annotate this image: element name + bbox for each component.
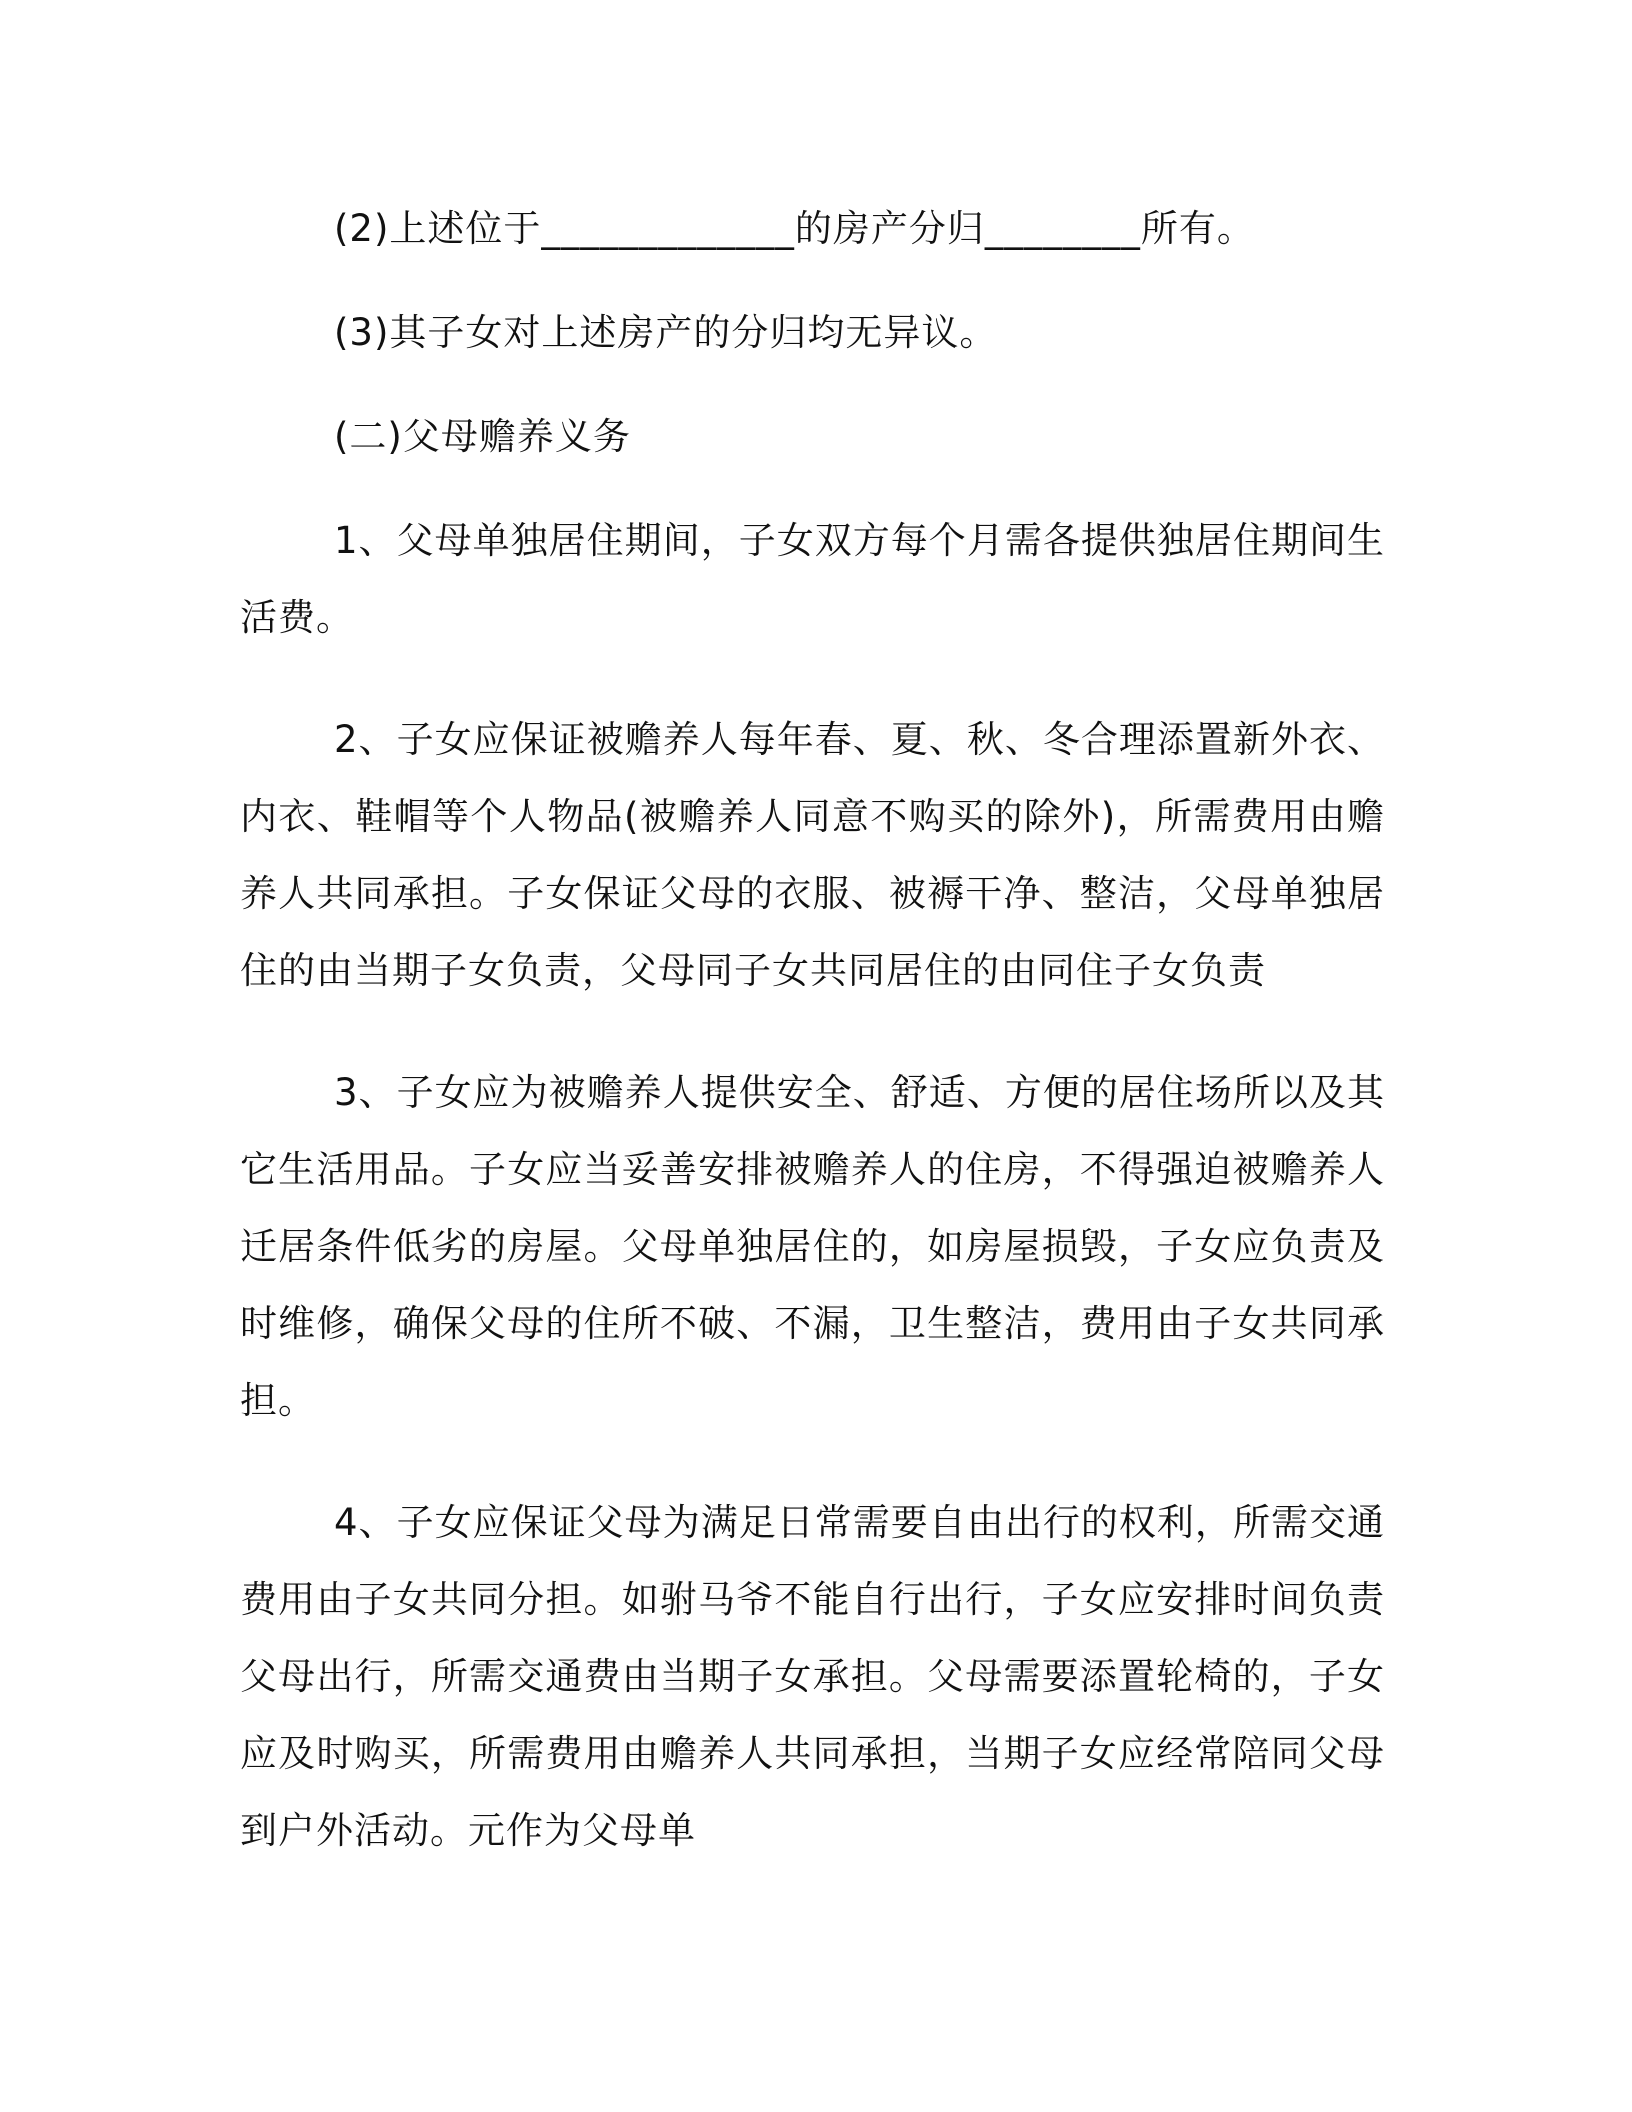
- duty-3-housing: 3、子女应为被赡养人提供安全、舒适、方便的居住场所以及其它生活用品。子女应当妥善安排被赡养人的住房，不得强迫被赡养人迁居条件低劣的房屋。父母单独居住的，如房屋损毁，子女应负责及时维修，确保父母的住所不破、不漏，卫生整洁，费用由子女共同承担。: [240, 1071, 1385, 1422]
- clause-2-property-allocation: (2)上述位于_____________的房产分归________所有。: [334, 207, 1255, 250]
- duty-4-transportation: 4、子女应保证父母为满足日常需要自由出行的权利，所需交通费用由子女共同分担。如驸马爷不能自行出行，子女应安排时间负责父母出行，所需交通费由当期子女承担。父母需要添置轮椅的，子女应及时购买，所需费用由赡养人共同承担，当期子女应经常陪同父母到户外活动。元作为父母单: [240, 1501, 1385, 1852]
- clause-3-no-objection: (3)其子女对上述房产的分归均无异议。: [334, 311, 998, 354]
- document-body: [240, 190, 1385, 1869]
- duty-2-clothing: 2、子女应保证被赡养人每年春、夏、秋、冬合理添置新外衣、内衣、鞋帽等个人物品(被赡养人同意不购买的除外)，所需费用由赡养人共同承担。子女保证父母的衣服、被褥干净、整洁，父母单独居住的由当期子女负责，父母同子女共同居住的由同住子女负责: [240, 718, 1385, 992]
- duty-1-living-expenses: 1、父母单独居住期间，子女双方每个月需各提供独居住期间生活费。: [240, 519, 1385, 639]
- section-heading-support-duties: (二)父母赡养义务: [334, 415, 631, 458]
